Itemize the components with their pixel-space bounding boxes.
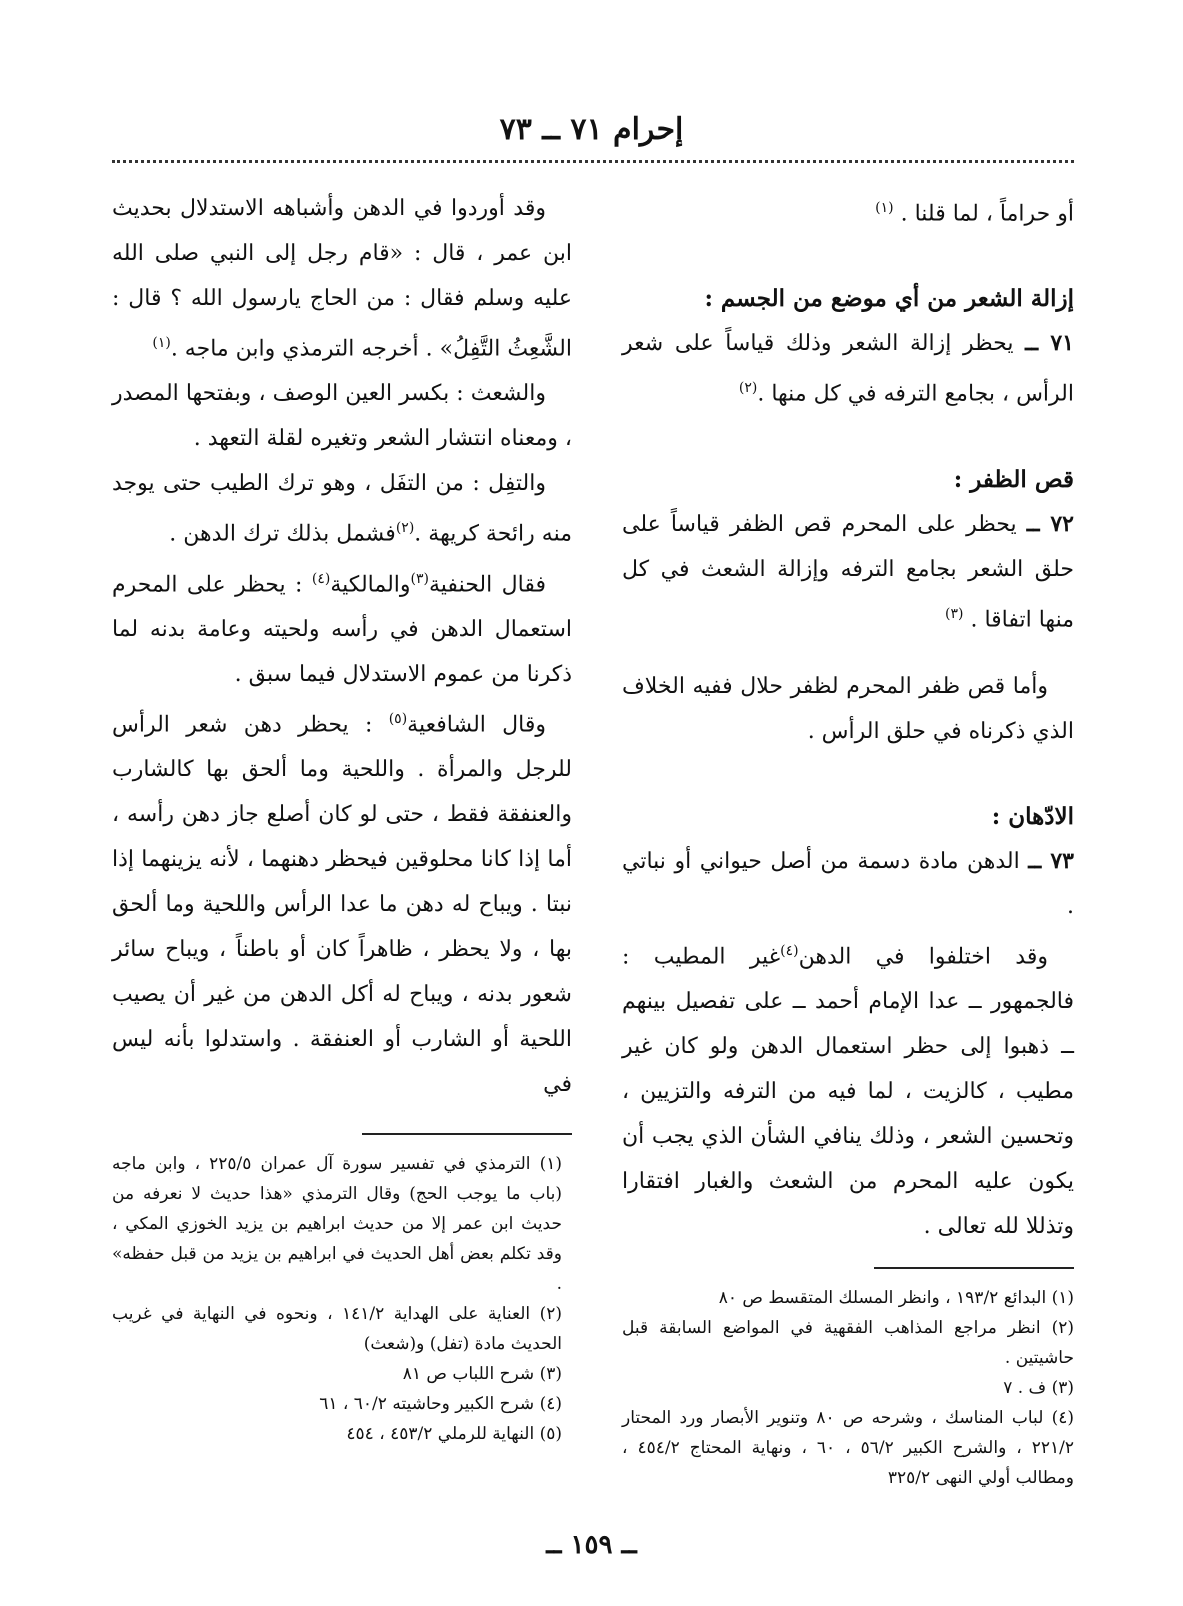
shaath-paragraph: والشعث : بكسر العين الوصف ، وبفتحها المصدر ، ومعناه انتشار الشعر وتغيره لقلة التعهد . <box>112 381 572 452</box>
heading-nail-cutting: قص الظفر : <box>953 465 1074 493</box>
paragraph-text: والتفِل : من التفَل ، وهو ترك الطيب حتى يوجد منه رائحة كريهة . <box>112 471 572 547</box>
footnote: (٣) شرح اللباب ص ٨١ <box>402 1364 562 1385</box>
footnote: (٥) النهاية للرملي ٤٥٣/٢ ، ٤٥٤ <box>346 1424 562 1445</box>
paragraph-text: غير المطيب : فالجمهور ــ عدا الإمام أحمد ــ على تفصيل بينهم ــ ذهبوا إلى حظر استعمال الدهن ولو كان غير مطيب ، كالزيت ، لما فيه من الترفه والتزيين ، وتحسين الشعر ، وذلك ينافي الشأن الذي يجب أن يكون عليه المحرم من الشعث والغبار افتقارا وتذللا لله تعالى . <box>622 944 1074 1240</box>
section-number: ٧٣ ــ <box>1028 847 1074 874</box>
heading-oiling: الادّهان : <box>991 802 1074 830</box>
section-number: ٧٢ ــ <box>1026 510 1074 537</box>
section-number: ٧١ ــ <box>1025 330 1074 357</box>
footnote-ref: (٣) <box>944 605 964 622</box>
footnote: (٤) لباب المناسك ، وشرحه ص ٨٠ وتنوير الأبصار ورد المحتار ٢٢١/٢ ، والشرح الكبير ٥٦/٢ ، ٦٠ ، ونهاية المحتاج ٤٥٤/٢ ، ومطالب أولي النهى ٣٢٥/٢ <box>622 1408 1075 1489</box>
footnote: (١) البدائع ١٩٣/٢ ، وانظر المسلك المتقسط ص ٨٠ <box>718 1288 1074 1309</box>
left-column <box>112 186 572 1449</box>
intro-paragraph <box>622 186 1074 236</box>
footnote-ref: (١) <box>152 335 171 351</box>
section-text: الدهن مادة دسمة من أصل حيواني أو نباتي . <box>622 848 1074 919</box>
paragraph-text: : يحظر على المحرم استعمال الدهن في رأسه ولحيته وعامة بدنه لما ذكرنا من عموم الاستدلال فيما سبق . <box>112 571 572 687</box>
footnote: (٢) انظر مراجع المذاهب الفقهية في المواضع السابقة قبل حاشيتين . <box>622 1318 1074 1369</box>
footnote-ref: (٣) <box>410 570 429 587</box>
footnote-ref: (٢) <box>738 380 758 397</box>
heading-hair-removal: إزالة الشعر من أي موضع من الجسم : <box>704 285 1074 313</box>
footnote-ref: (٥) <box>388 710 408 727</box>
footnote: (٤) شرح الكبير وحاشيته ٦٠/٢ ، ٦١ <box>319 1394 562 1415</box>
paragraph-text: وقد اختلفوا في الدهن <box>798 944 1048 970</box>
paragraph-text: وقد أوردوا في الدهن وأشباهه الاستدلال بحديث ابن عمر ، قال : «قام رجل إلى النبي صلى الله عليه وسلم فقال : من الحاج يارسول الله ؟ قال : الشَّعِثُ التَّفِلُ» . أخرجه الترمذي وابن ماجه . <box>112 196 572 362</box>
footnote: (٢) العناية على الهداية ١٤١/٢ ، ونحوه في النهاية في غريب الحديث مادة (تفل) و(شعث) <box>112 1304 562 1355</box>
paragraph-text: وقال الشافعية <box>407 712 547 738</box>
ikhtilaf-paragraph <box>622 929 1074 1249</box>
page-number: ــ ١٥٩ ــ <box>546 1530 637 1560</box>
footnote-ref: (٤) <box>780 942 799 959</box>
header-dotted-rule <box>112 160 1074 163</box>
footnote: (١) الترمذي في تفسير سورة آل عمران ٢٢٥/٥ ، وابن ماجه (باب ما يوجب الحج) وقال الترمذي «هذا حديث لا نعرفه من حديث ابن عمر إلا من حديث ابراهيم بن يزيد الخوزي المكي ، وقد تكلم بعض أهل الحديث في ابراهيم بن يزيد من قبل حفظه» . <box>112 1154 562 1295</box>
paragraph-text: : يحظر دهن شعر الرأس للرجل والمرأة . واللحية وما ألحق بها كالشارب والعنفقة فقط ، حتى لو كان أصلع جاز دهن رأسه ، أما إذا كانا محلوقين فيحظر دهنهما ، لأنه يزينهما إذا نبتا . ويباح له دهن ما عدا الرأس واللحية وما ألحق بها ، ولا يحظر ، ظاهراً كان أو باطناً ، ويباح سائر شعور بدنه ، ويباح له أكل الدهن من غير أن يصيب اللحية أو الشارب أو العنفقة . واستدلوا بأنه ليس في <box>112 712 572 1098</box>
tafil-paragraph <box>112 461 572 556</box>
page-header-title: إحرام ٧١ ــ ٧٣ <box>499 112 684 147</box>
section-72 <box>622 502 1074 642</box>
paragraph-text: فشمل بذلك ترك الدهن . <box>169 521 396 547</box>
footnote-ref: (٢) <box>395 520 415 537</box>
paragraph-text: فقال الحنفية <box>429 571 546 597</box>
shafii-paragraph <box>112 697 572 1107</box>
section-text: يحظر إزالة الشعر وذلك قياساً على شعر الرأس ، بجامع الترفه في كل منها . <box>622 331 1074 407</box>
section-73 <box>622 839 1074 929</box>
right-column <box>622 186 1074 1493</box>
footnote-rule <box>874 1267 1074 1269</box>
footnote-ref: (٤) <box>311 570 331 587</box>
intro-text: أو حراماً ، لما قلنا . <box>900 201 1074 227</box>
footnote: (٣) ف . ٧ <box>1003 1378 1074 1399</box>
footnote-ref: (١) <box>875 200 894 216</box>
hadith-paragraph <box>112 186 572 371</box>
paragraph-text: والمالكية <box>330 571 411 597</box>
section-71 <box>622 321 1074 416</box>
hanafi-maliki-paragraph <box>112 557 572 697</box>
footnote-rule <box>362 1133 572 1135</box>
section-text: يحظر على المحرم قص الظفر قياساً على حلق الشعر بجامع الترفه وإزالة الشعث في كل منها اتفاقا . <box>622 511 1074 632</box>
nail-paragraph: وأما قص ظفر المحرم لظفر حلال ففيه الخلاف الذي ذكرناه في حلق الرأس . <box>622 673 1074 744</box>
